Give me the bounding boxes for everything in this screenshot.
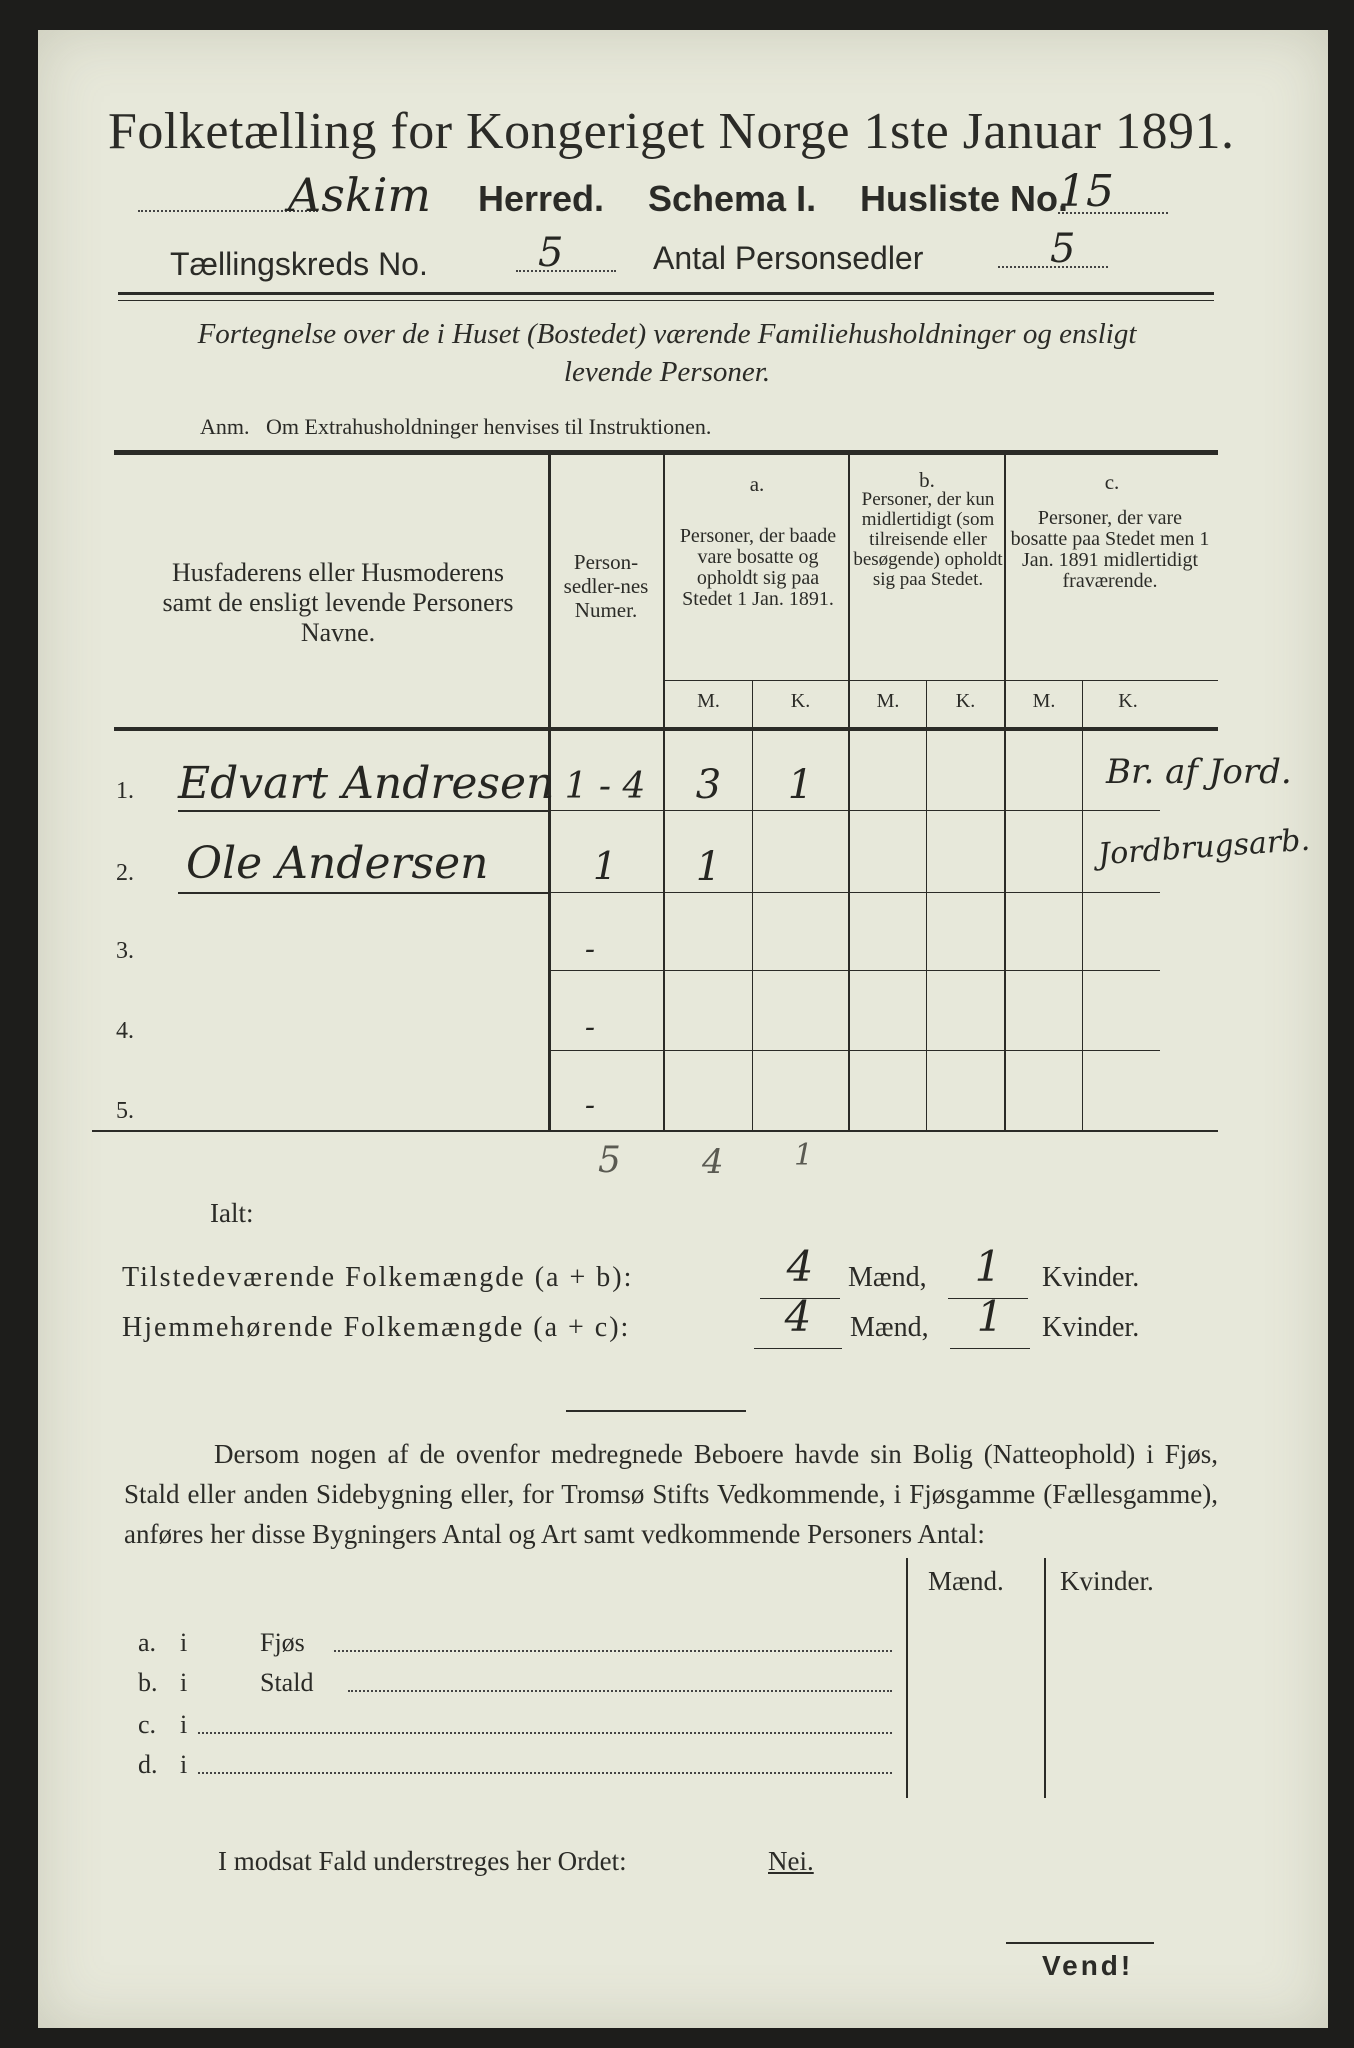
modsat-text: I modsat Fald understreges her Ordet: (218, 1846, 627, 1876)
outbuildings-paragraph: Dersom nogen af de ovenfor medregnede Beboere havde sin Bolig (Natteophold) i Fjøs, Stald eller anden Sidebygning eller, for Tromsø Stifts Vedkommende, i Fjøsgamme (Fællesgamme), anføres her disse Bygningers Antal og Art samt vedkommende Personers Antal: (124, 1439, 1218, 1549)
form-title: Folketælling for Kongeriget Norge 1ste Januar 1891. (108, 103, 1235, 160)
totals-numer: 5 (598, 1140, 621, 1181)
row-1-number: 1. (116, 778, 134, 804)
col-divider-c-mk (1082, 680, 1083, 1132)
hjemme-k-value: 1 (976, 1292, 1004, 1341)
row-2-numer: 1 (592, 844, 618, 888)
row-1-a-m: 3 (695, 762, 722, 808)
row-2-remark: Jordbrugsarb. (1097, 822, 1312, 873)
totals-a-m: 4 (702, 1142, 724, 1182)
husliste-label: Husliste No. (860, 178, 1069, 219)
row-2-number: 2. (116, 860, 134, 886)
kreds-label: Tællingskreds No. (170, 246, 428, 282)
col-divider-b-mk (926, 680, 927, 1132)
mk-subhead-rule (663, 680, 1218, 681)
col-header-names: Husfaderens eller Husmoderens samt de ensligt levende Personers Navne. (162, 558, 514, 647)
outb-row-a-label: Fjøs (260, 1628, 305, 1657)
outb-row-d-letter: d. (138, 1750, 158, 1779)
outb-row-b-label: Stald (260, 1668, 314, 1697)
col-b-k-label: K. (955, 690, 976, 712)
col-divider-b (848, 455, 850, 1132)
anm-text: Om Extrahusholdninger henvises til Instruktionen. (266, 414, 712, 439)
col-a-letter: a. (749, 472, 765, 496)
personsedler-value: 5 (1050, 226, 1076, 272)
row-1-rule (550, 810, 1160, 811)
row-5-number: 5. (116, 1098, 134, 1124)
tilstede-m-value: 4 (786, 1242, 814, 1291)
outb-row-b-dots (348, 1690, 892, 1692)
vend-label: Vend! (1042, 1950, 1134, 1981)
hjemme-maend: Mænd, (850, 1312, 929, 1343)
col-b-letter: b. (919, 468, 935, 492)
census-form-sheet (38, 30, 1328, 2028)
table-bottom-rule (92, 1130, 1218, 1132)
row-2-name: Ole Andersen (186, 838, 489, 889)
vend-rule (1006, 1942, 1154, 1944)
header-rule-2 (118, 300, 1214, 301)
table-header-bottom-rule (114, 727, 1218, 731)
totals-a-k: 1 (794, 1138, 814, 1173)
husliste-dotline (1058, 212, 1168, 214)
outb-row-b-prep: i (180, 1668, 188, 1697)
kreds-value: 5 (538, 230, 564, 276)
row-1-underline (178, 810, 550, 812)
row-3-numer: - (584, 932, 596, 967)
hjemme-kvinder: Kvinder. (1042, 1312, 1140, 1343)
outb-row-a-prep: i (180, 1628, 188, 1657)
row-5-numer: - (584, 1088, 596, 1123)
hjemme-m-value: 4 (784, 1292, 812, 1341)
outbuildings-col-kvinder: Kvinder. (1060, 1566, 1154, 1596)
row-3-rule (550, 970, 1160, 971)
outb-row-a-dots (334, 1650, 892, 1652)
outb-row-c-dots (198, 1732, 892, 1734)
outb-row-b-letter: b. (138, 1668, 158, 1697)
kreds-dotline (516, 270, 616, 272)
ialt-label: Ialt: (210, 1198, 254, 1228)
row-2-rule (550, 892, 1160, 893)
row-2-underline (178, 892, 550, 894)
row-4-number: 4. (116, 1018, 134, 1044)
outbuildings-divider-1 (906, 1558, 908, 1798)
personsedler-dotline (998, 266, 1108, 268)
outb-row-c-prep: i (180, 1710, 188, 1739)
outb-row-c-letter: c. (138, 1710, 157, 1739)
tilstede-kvinder: Kvinder. (1042, 1262, 1140, 1293)
col-c-text: Personer, der vare bosatte paa Stedet men 1 Jan. 1891 midlertidigt fraværende. (1010, 507, 1210, 592)
schema-label: Schema I. (648, 178, 817, 219)
col-c-m-label: M. (1032, 690, 1056, 712)
hjemme-label: Hjemmehørende Folkemængde (a + c): (122, 1312, 631, 1343)
intro-line-2: levende Personer. (563, 356, 771, 388)
intro-line-1: Fortegnelse over de i Huset (Bostedet) værende Familiehusholdninger og ensligt (197, 318, 1137, 350)
row-4-rule (550, 1050, 1160, 1051)
personsedler-label: Antal Personsedler (653, 240, 924, 276)
col-b-m-label: M. (876, 690, 900, 712)
separator-short-rule (566, 1410, 746, 1412)
row-2-a-m: 1 (695, 844, 722, 890)
table-top-rule (114, 450, 1218, 455)
col-a-text: Personer, der baade vare bosatte og opholdt sig paa Stedet 1 Jan. 1891. (679, 525, 837, 610)
col-divider-c (1004, 455, 1006, 1132)
row-4-numer: - (584, 1010, 596, 1045)
herred-value: Askim (288, 168, 432, 222)
outbuildings-divider-2 (1044, 1558, 1046, 1798)
col-c-k-label: K. (1118, 690, 1138, 712)
col-c-letter: c. (1104, 470, 1120, 494)
row-1-remark: Br. af Jord. (1106, 752, 1292, 792)
tilstede-label: Tilstedeværende Folkemængde (a + b): (122, 1262, 634, 1293)
col-header-numer: Person-sedler-nes Numer. (563, 550, 649, 622)
col-divider-a-mk (752, 680, 753, 1132)
modsat-word-nei: Nei. (768, 1846, 814, 1876)
tilstede-maend: Mænd, (848, 1262, 927, 1293)
herred-label: Herred. (478, 178, 605, 219)
tilstede-k-value: 1 (974, 1242, 1002, 1291)
row-1-a-k: 1 (787, 762, 814, 808)
hjemme-k-line (950, 1348, 1030, 1349)
col-a-m-label: M. (697, 690, 720, 712)
header-rule-1 (118, 292, 1214, 295)
outb-row-a-letter: a. (138, 1628, 157, 1657)
anm-label: Anm. (200, 414, 250, 439)
outb-row-d-prep: i (180, 1750, 188, 1779)
row-3-number: 3. (116, 938, 134, 964)
col-b-text: Personer, der kun midlertidigt (som tilreisende eller besøgende) opholdt sig paa Stedet. (853, 489, 1003, 590)
row-1-numer: 1 - 4 (564, 766, 646, 807)
col-a-k-label: K. (790, 690, 811, 712)
outbuildings-col-maend: Mænd. (928, 1566, 1004, 1596)
husliste-value: 15 (1058, 166, 1114, 217)
hjemme-m-line (754, 1348, 842, 1349)
outb-row-d-dots (198, 1772, 892, 1774)
row-1-name: Edvart Andresen (178, 758, 555, 809)
